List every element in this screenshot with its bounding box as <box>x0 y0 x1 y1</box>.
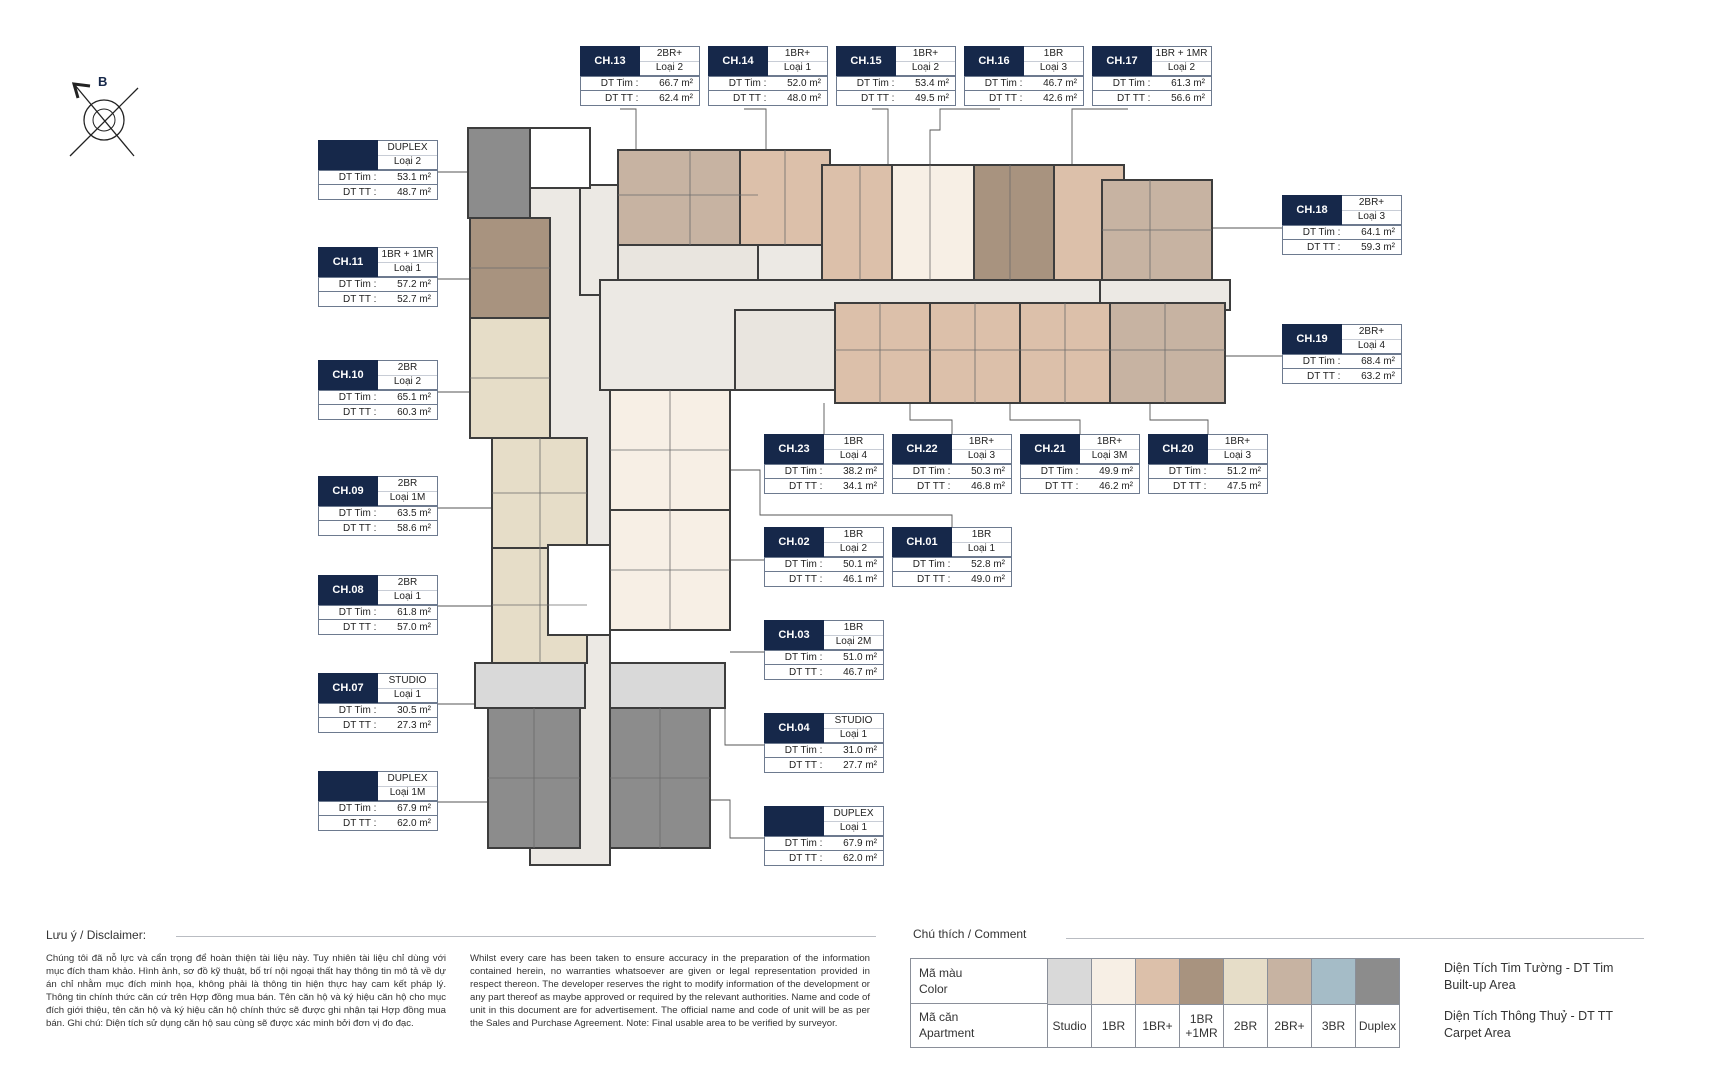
legend-swatch <box>1224 959 1267 1005</box>
legend-item <box>1224 959 1268 1047</box>
builtup-label: DT Tim : <box>338 508 377 519</box>
unit-variant: Loại 3M <box>1080 449 1139 464</box>
unit-label-ch15 <box>836 46 956 106</box>
unit-variant: Loại 1M <box>378 786 437 801</box>
builtup-value: 50.3 m² <box>971 466 1005 477</box>
builtup-value: 53.1 m² <box>397 172 431 183</box>
legend-label: 3BR <box>1321 1019 1346 1033</box>
builtup-label: DT Tim : <box>1040 466 1079 477</box>
carpet-value: 60.3 m² <box>397 406 431 418</box>
unit-type: 2BR <box>397 361 418 373</box>
carpet-value: 47.5 m² <box>1227 480 1261 492</box>
carpet-value: 62.4 m² <box>659 92 693 104</box>
unit-code: CH.18 <box>1282 195 1342 225</box>
unit-type: 1BR+ <box>912 47 939 59</box>
unit-type: DUPLEX <box>387 772 428 784</box>
builtup-value: 51.2 m² <box>1227 466 1261 477</box>
unit-code: CH.10 <box>318 360 378 390</box>
unit-type: DUPLEX <box>387 141 428 153</box>
unit-variant: Loại 3 <box>1208 449 1267 464</box>
unit-code: CH.11 <box>318 247 378 277</box>
builtup-label: DT Tim : <box>338 607 377 618</box>
builtup-label: DT Tim : <box>784 838 823 849</box>
unit-variant: Loại 3 <box>1342 210 1401 225</box>
carpet-value: 63.2 m² <box>1361 370 1395 382</box>
unit-type: 1BR + 1MR <box>1155 47 1208 59</box>
unit-type: 1BR+ <box>784 47 811 59</box>
leader-line <box>744 109 766 150</box>
carpet-value: 52.7 m² <box>397 293 431 305</box>
unit-label-ch20 <box>1148 434 1268 494</box>
unit-label-ch23 <box>764 434 884 494</box>
unit-variant: Loại 1 <box>378 688 437 703</box>
carpet-label: DT TT : <box>789 852 823 864</box>
builtup-value: 49.9 m² <box>1099 466 1133 477</box>
leader-line <box>1150 403 1208 434</box>
carpet-label: DT TT : <box>343 186 377 198</box>
builtup-label: DT Tim : <box>338 392 377 403</box>
carpet-label: DT TT : <box>343 522 377 534</box>
unit-type: 2BR+ <box>656 47 683 59</box>
unit-type: 2BR <box>397 477 418 489</box>
unit-code: CH.16 <box>964 46 1024 76</box>
carpet-label: DT TT : <box>861 92 895 104</box>
legend-swatch <box>1048 959 1091 1005</box>
unit-code: CH.19 <box>1282 324 1342 354</box>
carpet-value: 58.6 m² <box>397 522 431 534</box>
unit-label-ch14 <box>708 46 828 106</box>
legend-divider <box>1066 938 1644 939</box>
builtup-value: 50.1 m² <box>843 559 877 570</box>
builtup-value: 51.0 m² <box>843 652 877 663</box>
builtup-value: 31.0 m² <box>843 745 877 756</box>
carpet-value: 48.0 m² <box>787 92 821 104</box>
carpet-value: 34.1 m² <box>843 480 877 492</box>
builtup-value: 65.1 m² <box>397 392 431 403</box>
unit-code: CH.03 <box>764 620 824 650</box>
unit-variant: Loại 1 <box>952 542 1011 557</box>
carpet-value: 62.0 m² <box>843 852 877 864</box>
legend-label: 2BR+ <box>1274 1019 1305 1033</box>
builtup-label: DT Tim : <box>1168 466 1207 477</box>
builtup-value: 53.4 m² <box>915 78 949 89</box>
leader-line <box>1072 109 1128 165</box>
unit-variant: Loại 2M <box>824 635 883 650</box>
builtup-label: DT Tim : <box>912 559 951 570</box>
unit-variant: Loại 2 <box>640 61 699 76</box>
unit-label-ch19 <box>1282 324 1402 384</box>
carpet-label: DT TT : <box>343 406 377 418</box>
builtup-value: 63.5 m² <box>397 508 431 519</box>
leader-line <box>620 109 636 150</box>
carpet-label: DT TT : <box>1117 92 1151 104</box>
builtup-label: DT Tim : <box>1302 356 1341 367</box>
builtup-label: DT Tim : <box>338 803 377 814</box>
legend-label: Duplex <box>1358 1019 1397 1033</box>
carpet-label: DT TT : <box>789 666 823 678</box>
carpet-value: 46.7 m² <box>843 666 877 678</box>
unit-type: 1BR <box>843 528 864 540</box>
builtup-label: DT Tim : <box>338 279 377 290</box>
unit-variant: Loại 2 <box>378 155 437 170</box>
carpet-label: DT TT : <box>789 759 823 771</box>
unit-label-ch18 <box>1282 195 1402 255</box>
unit-variant: Loại 4 <box>824 449 883 464</box>
leader-line <box>710 800 764 838</box>
carpet-area-note: Diện Tích Thông Thuỷ - DT TT Carpet Area <box>1444 1009 1614 1040</box>
builtup-area-note: Diện Tích Tim Tường - DT Tim Built-up Area <box>1444 961 1614 992</box>
unit-label-ch04 <box>764 713 884 773</box>
builtup-value: 66.7 m² <box>659 78 693 89</box>
unit-variant: Loại 1 <box>378 590 437 605</box>
unit-code <box>318 771 378 801</box>
unit-label-ch03 <box>764 620 884 680</box>
unit-label-duplex-11 <box>318 771 438 831</box>
carpet-value: 46.2 m² <box>1099 480 1133 492</box>
leader-line <box>1010 403 1080 434</box>
builtup-value: 61.8 m² <box>397 607 431 618</box>
legend-title: Chú thích / Comment <box>913 927 1027 941</box>
carpet-value: 48.7 m² <box>397 186 431 198</box>
unit-type: DUPLEX <box>833 807 874 819</box>
legend-swatch <box>1356 959 1399 1005</box>
disclaimer-title: Lưu ý / Disclaimer: <box>46 928 147 942</box>
legend-item <box>1268 959 1312 1047</box>
builtup-label: DT Tim : <box>1302 227 1341 238</box>
disclaimer-vietnamese: Chúng tôi đã nỗ lực và cẩn trọng để hoàn thiện tài liệu này. Tuy nhiên tài liệu chỉ dùng với mục đích tham khảo. Hình ảnh, sơ đồ kỹ thuật, bố trí nội ngoại thất hay thông tin mô tả về dự án chỉ nhằm mục đích minh họa, không phải là thông tin hiện thực hay cam kết pháp lý. Thông tin chính thức căn cứ trên Hợp đồng mua bán. Tên căn hộ và ký hiệu căn hộ cho mục đích giới thiệu, tên căn hộ và ký hiệu căn hộ chính thức sẽ được ghi nhận tại Hợp đồng mua bán. Ghi chú: Diện tích sử dụng căn hộ sau cùng sẽ được xác minh bởi đơn vị đo đạc. <box>46 953 446 1029</box>
unit-plan-ch13 <box>618 150 758 245</box>
builtup-label: DT Tim : <box>784 745 823 756</box>
unit-code: CH.08 <box>318 575 378 605</box>
lift-lobby-north <box>618 245 758 280</box>
stair-shaft-west <box>548 545 610 635</box>
unit-type: 1BR+ <box>1096 435 1123 447</box>
carpet-value: 27.3 m² <box>397 719 431 731</box>
unit-code: CH.21 <box>1020 434 1080 464</box>
carpet-label: DT TT : <box>605 92 639 104</box>
builtup-label: DT Tim : <box>784 652 823 663</box>
carpet-value: 27.7 m² <box>843 759 877 771</box>
carpet-label: DT TT : <box>1173 480 1207 492</box>
carpet-value: 56.6 m² <box>1171 92 1205 104</box>
carpet-value: 49.0 m² <box>971 573 1005 585</box>
stair-shaft <box>530 128 590 188</box>
builtup-value: 38.2 m² <box>843 466 877 477</box>
unit-code <box>764 806 824 836</box>
legend-label: Studio <box>1052 1019 1087 1033</box>
builtup-value: 46.7 m² <box>1043 78 1077 89</box>
builtup-label: DT Tim : <box>784 466 823 477</box>
unit-variant: Loại 2 <box>1152 61 1211 76</box>
compass-label: B <box>98 74 108 89</box>
legend-swatch <box>1268 959 1311 1005</box>
unit-label-ch22 <box>892 434 1012 494</box>
carpet-label: DT TT : <box>1045 480 1079 492</box>
builtup-label: DT Tim : <box>1112 78 1151 89</box>
unit-type: 1BR <box>843 621 864 633</box>
legend-item <box>1180 959 1224 1047</box>
legend-label: 1BR +1MR <box>1185 1012 1218 1040</box>
unit-type: 2BR <box>397 576 418 588</box>
builtup-value: 61.3 m² <box>1171 78 1205 89</box>
carpet-value: 49.5 m² <box>915 92 949 104</box>
unit-variant: Loại 2 <box>378 375 437 390</box>
unit-plan-duplex-2 <box>468 128 530 218</box>
builtup-value: 52.8 m² <box>971 559 1005 570</box>
builtup-value: 57.2 m² <box>397 279 431 290</box>
carpet-value: 46.8 m² <box>971 480 1005 492</box>
unit-label-ch17 <box>1092 46 1212 106</box>
builtup-label: DT Tim : <box>338 172 377 183</box>
unit-plan-ch15-a <box>822 165 892 280</box>
unit-code: CH.17 <box>1092 46 1152 76</box>
carpet-value: 42.6 m² <box>1043 92 1077 104</box>
unit-plan-ch17 <box>974 165 1054 280</box>
carpet-label: DT TT : <box>789 480 823 492</box>
legend-item <box>1136 959 1180 1047</box>
unit-plan-ch23 <box>835 303 930 403</box>
unit-type: STUDIO <box>388 674 427 686</box>
legend-swatch <box>1312 959 1355 1005</box>
unit-variant: Loại 1 <box>824 728 883 743</box>
legend-item <box>1312 959 1356 1047</box>
builtup-label: DT Tim : <box>856 78 895 89</box>
unit-code: CH.20 <box>1148 434 1208 464</box>
builtup-label: DT Tim : <box>984 78 1023 89</box>
legend-item <box>1048 959 1092 1047</box>
unit-plan-ch04 <box>610 663 725 708</box>
unit-label-duplex-5 <box>318 140 438 200</box>
legend-label: 2BR <box>1233 1019 1258 1033</box>
legend-label: 1BR <box>1101 1019 1126 1033</box>
legend-swatch <box>1180 959 1223 1005</box>
carpet-label: DT TT : <box>989 92 1023 104</box>
unit-type: 1BR <box>843 435 864 447</box>
unit-variant: Loại 1 <box>378 262 437 277</box>
builtup-label: DT Tim : <box>728 78 767 89</box>
carpet-label: DT TT : <box>1307 241 1341 253</box>
carpet-value: 57.0 m² <box>397 621 431 633</box>
carpet-label: DT TT : <box>917 480 951 492</box>
carpet-label: DT TT : <box>343 621 377 633</box>
leader-line <box>930 109 1000 165</box>
unit-label-ch21 <box>1020 434 1140 494</box>
builtup-value: 30.5 m² <box>397 705 431 716</box>
unit-label-ch01 <box>892 527 1012 587</box>
unit-variant: Loại 1M <box>378 491 437 506</box>
unit-label-ch07 <box>318 673 438 733</box>
unit-code <box>318 140 378 170</box>
leader-line <box>872 109 888 165</box>
leader-line <box>910 403 952 434</box>
unit-variant: Loại 2 <box>824 542 883 557</box>
legend-item <box>1092 959 1136 1047</box>
carpet-label: DT TT : <box>343 817 377 829</box>
unit-type: 1BR + 1MR <box>381 248 434 260</box>
legend-apartment-header: Mã căn Apartment <box>911 1003 1047 1048</box>
unit-variant: Loại 4 <box>1342 339 1401 354</box>
unit-code: CH.07 <box>318 673 378 703</box>
builtup-value: 64.1 m² <box>1361 227 1395 238</box>
builtup-label: DT Tim : <box>912 466 951 477</box>
unit-type: 2BR+ <box>1358 196 1385 208</box>
unit-label-ch11 <box>318 247 438 307</box>
unit-label-ch08 <box>318 575 438 635</box>
unit-code: CH.22 <box>892 434 952 464</box>
builtup-value: 68.4 m² <box>1361 356 1395 367</box>
legend-swatch <box>1092 959 1135 1005</box>
unit-code: CH.02 <box>764 527 824 557</box>
unit-code: CH.14 <box>708 46 768 76</box>
carpet-label: DT TT : <box>917 573 951 585</box>
carpet-value: 62.0 m² <box>397 817 431 829</box>
builtup-value: 67.9 m² <box>843 838 877 849</box>
legend-swatch <box>1136 959 1179 1005</box>
unit-variant: Loại 3 <box>1024 61 1083 76</box>
unit-variant: Loại 1 <box>824 821 883 836</box>
carpet-label: DT TT : <box>1307 370 1341 382</box>
unit-variant: Loại 1 <box>768 61 827 76</box>
unit-label-ch02 <box>764 527 884 587</box>
unit-type: STUDIO <box>834 714 873 726</box>
unit-type: 1BR <box>971 528 992 540</box>
legend-row-headers <box>911 959 1048 1047</box>
unit-plan-ch07 <box>475 663 585 708</box>
unit-type: 1BR <box>1043 47 1064 59</box>
unit-label-ch10 <box>318 360 438 420</box>
unit-code: CH.09 <box>318 476 378 506</box>
builtup-label: DT Tim : <box>600 78 639 89</box>
builtup-value: 52.0 m² <box>787 78 821 89</box>
unit-code: CH.13 <box>580 46 640 76</box>
unit-variant: Loại 3 <box>952 449 1011 464</box>
carpet-label: DT TT : <box>733 92 767 104</box>
unit-label-duplex-22 <box>764 806 884 866</box>
unit-type: 1BR+ <box>1224 435 1251 447</box>
legend-label: 1BR+ <box>1142 1019 1173 1033</box>
carpet-label: DT TT : <box>343 719 377 731</box>
unit-variant: Loại 2 <box>896 61 955 76</box>
carpet-value: 59.3 m² <box>1361 241 1395 253</box>
leader-line <box>725 700 764 745</box>
unit-plan-ch16 <box>892 165 974 280</box>
color-legend <box>910 958 1400 1048</box>
unit-label-ch13 <box>580 46 700 106</box>
legend-color-header: Mã màu Color <box>919 965 963 996</box>
core-east <box>735 310 835 390</box>
carpet-label: DT TT : <box>343 293 377 305</box>
disclaimer-divider <box>176 936 876 937</box>
unit-code: CH.01 <box>892 527 952 557</box>
unit-plan-ch19 <box>1110 303 1225 403</box>
builtup-label: DT Tim : <box>338 705 377 716</box>
disclaimer-english: Whilst every care has been taken to ensure accuracy in the preparation of the information contained herein, no warranties whatsoever are given or legal representation provided in respect thereon. The developer reserves the right to modify information of the development or any part thereof as maybe approved or required by the relevant authorities. Name and code of unit in this document are for advertisement. The official name and code of unit will be as per the Sales and Purchase Agreement. Note: Final usable area to be verified by surveyor. <box>470 953 870 1029</box>
legend-item <box>1356 959 1399 1047</box>
carpet-value: 46.1 m² <box>843 573 877 585</box>
unit-code: CH.04 <box>764 713 824 743</box>
unit-code: CH.23 <box>764 434 824 464</box>
unit-label-ch09 <box>318 476 438 536</box>
unit-label-ch16 <box>964 46 1084 106</box>
builtup-label: DT Tim : <box>784 559 823 570</box>
carpet-label: DT TT : <box>789 573 823 585</box>
unit-type: 2BR+ <box>1358 325 1385 337</box>
unit-code: CH.15 <box>836 46 896 76</box>
builtup-value: 67.9 m² <box>397 803 431 814</box>
unit-type: 1BR+ <box>968 435 995 447</box>
